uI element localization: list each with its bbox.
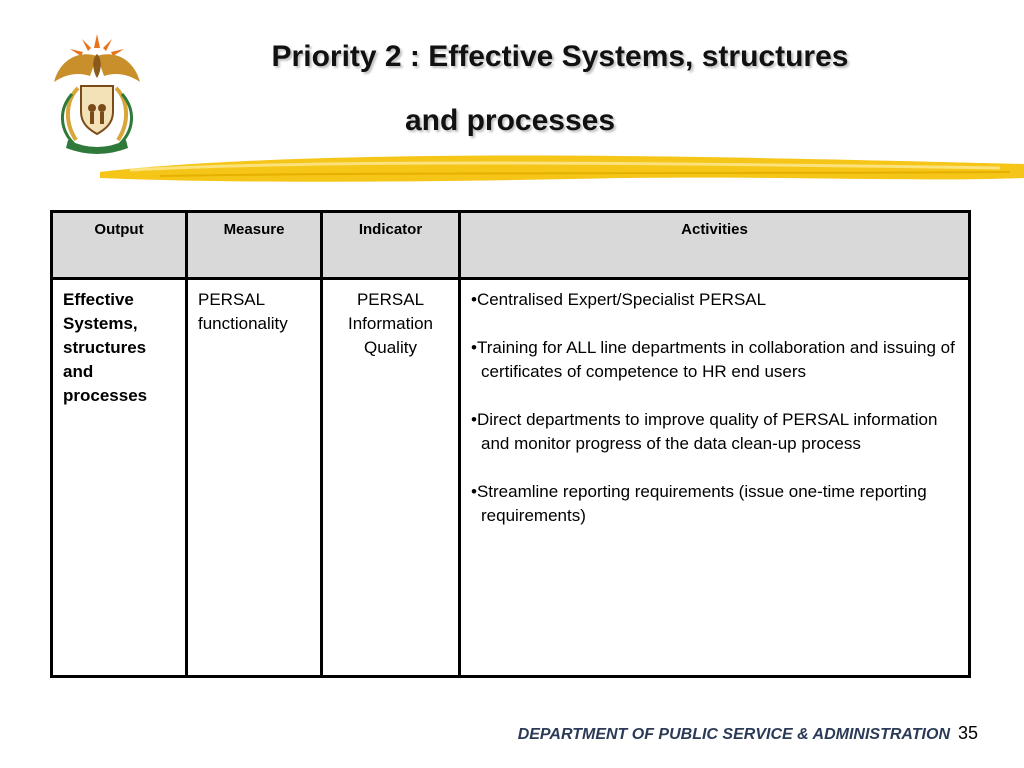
output-cell: Effective Systems, structures and processes [52, 279, 187, 677]
column-header-indicator: Indicator [322, 212, 460, 279]
activities-list [471, 288, 958, 528]
yellow-brush-stroke-divider [100, 148, 1024, 190]
column-header-measure: Measure [187, 212, 322, 279]
activity-item: • Direct departments to improve quality of PERSAL information and monitor progress of the data clean-up process [471, 408, 958, 456]
activity-item: • Streamline reporting requirements (issue one-time reporting requirements) [471, 480, 958, 528]
table-row [52, 279, 970, 677]
column-header-activities: Activities [460, 212, 970, 279]
activity-item: • Centralised Expert/Specialist PERSAL [471, 288, 958, 312]
page-number: 35 [958, 723, 979, 743]
activities-cell [460, 279, 970, 677]
column-header-output: Output [52, 212, 187, 279]
coat-of-arms-logo [48, 30, 146, 158]
priority-table [50, 210, 971, 678]
table-header-row [52, 212, 970, 279]
footer-department-name: DEPARTMENT OF PUBLIC SERVICE & ADMINISTRATION [517, 726, 950, 743]
indicator-cell: PERSAL Information Quality [322, 279, 460, 677]
measure-cell: PERSAL functionality [187, 279, 322, 677]
activity-item: • Training for ALL line departments in collaboration and issuing of certificates of competence to HR end users [471, 336, 958, 384]
slide-title-line-1: Priority 2 : Effective Systems, structures [271, 40, 849, 73]
slide-title-line-2: and processes [404, 104, 616, 137]
